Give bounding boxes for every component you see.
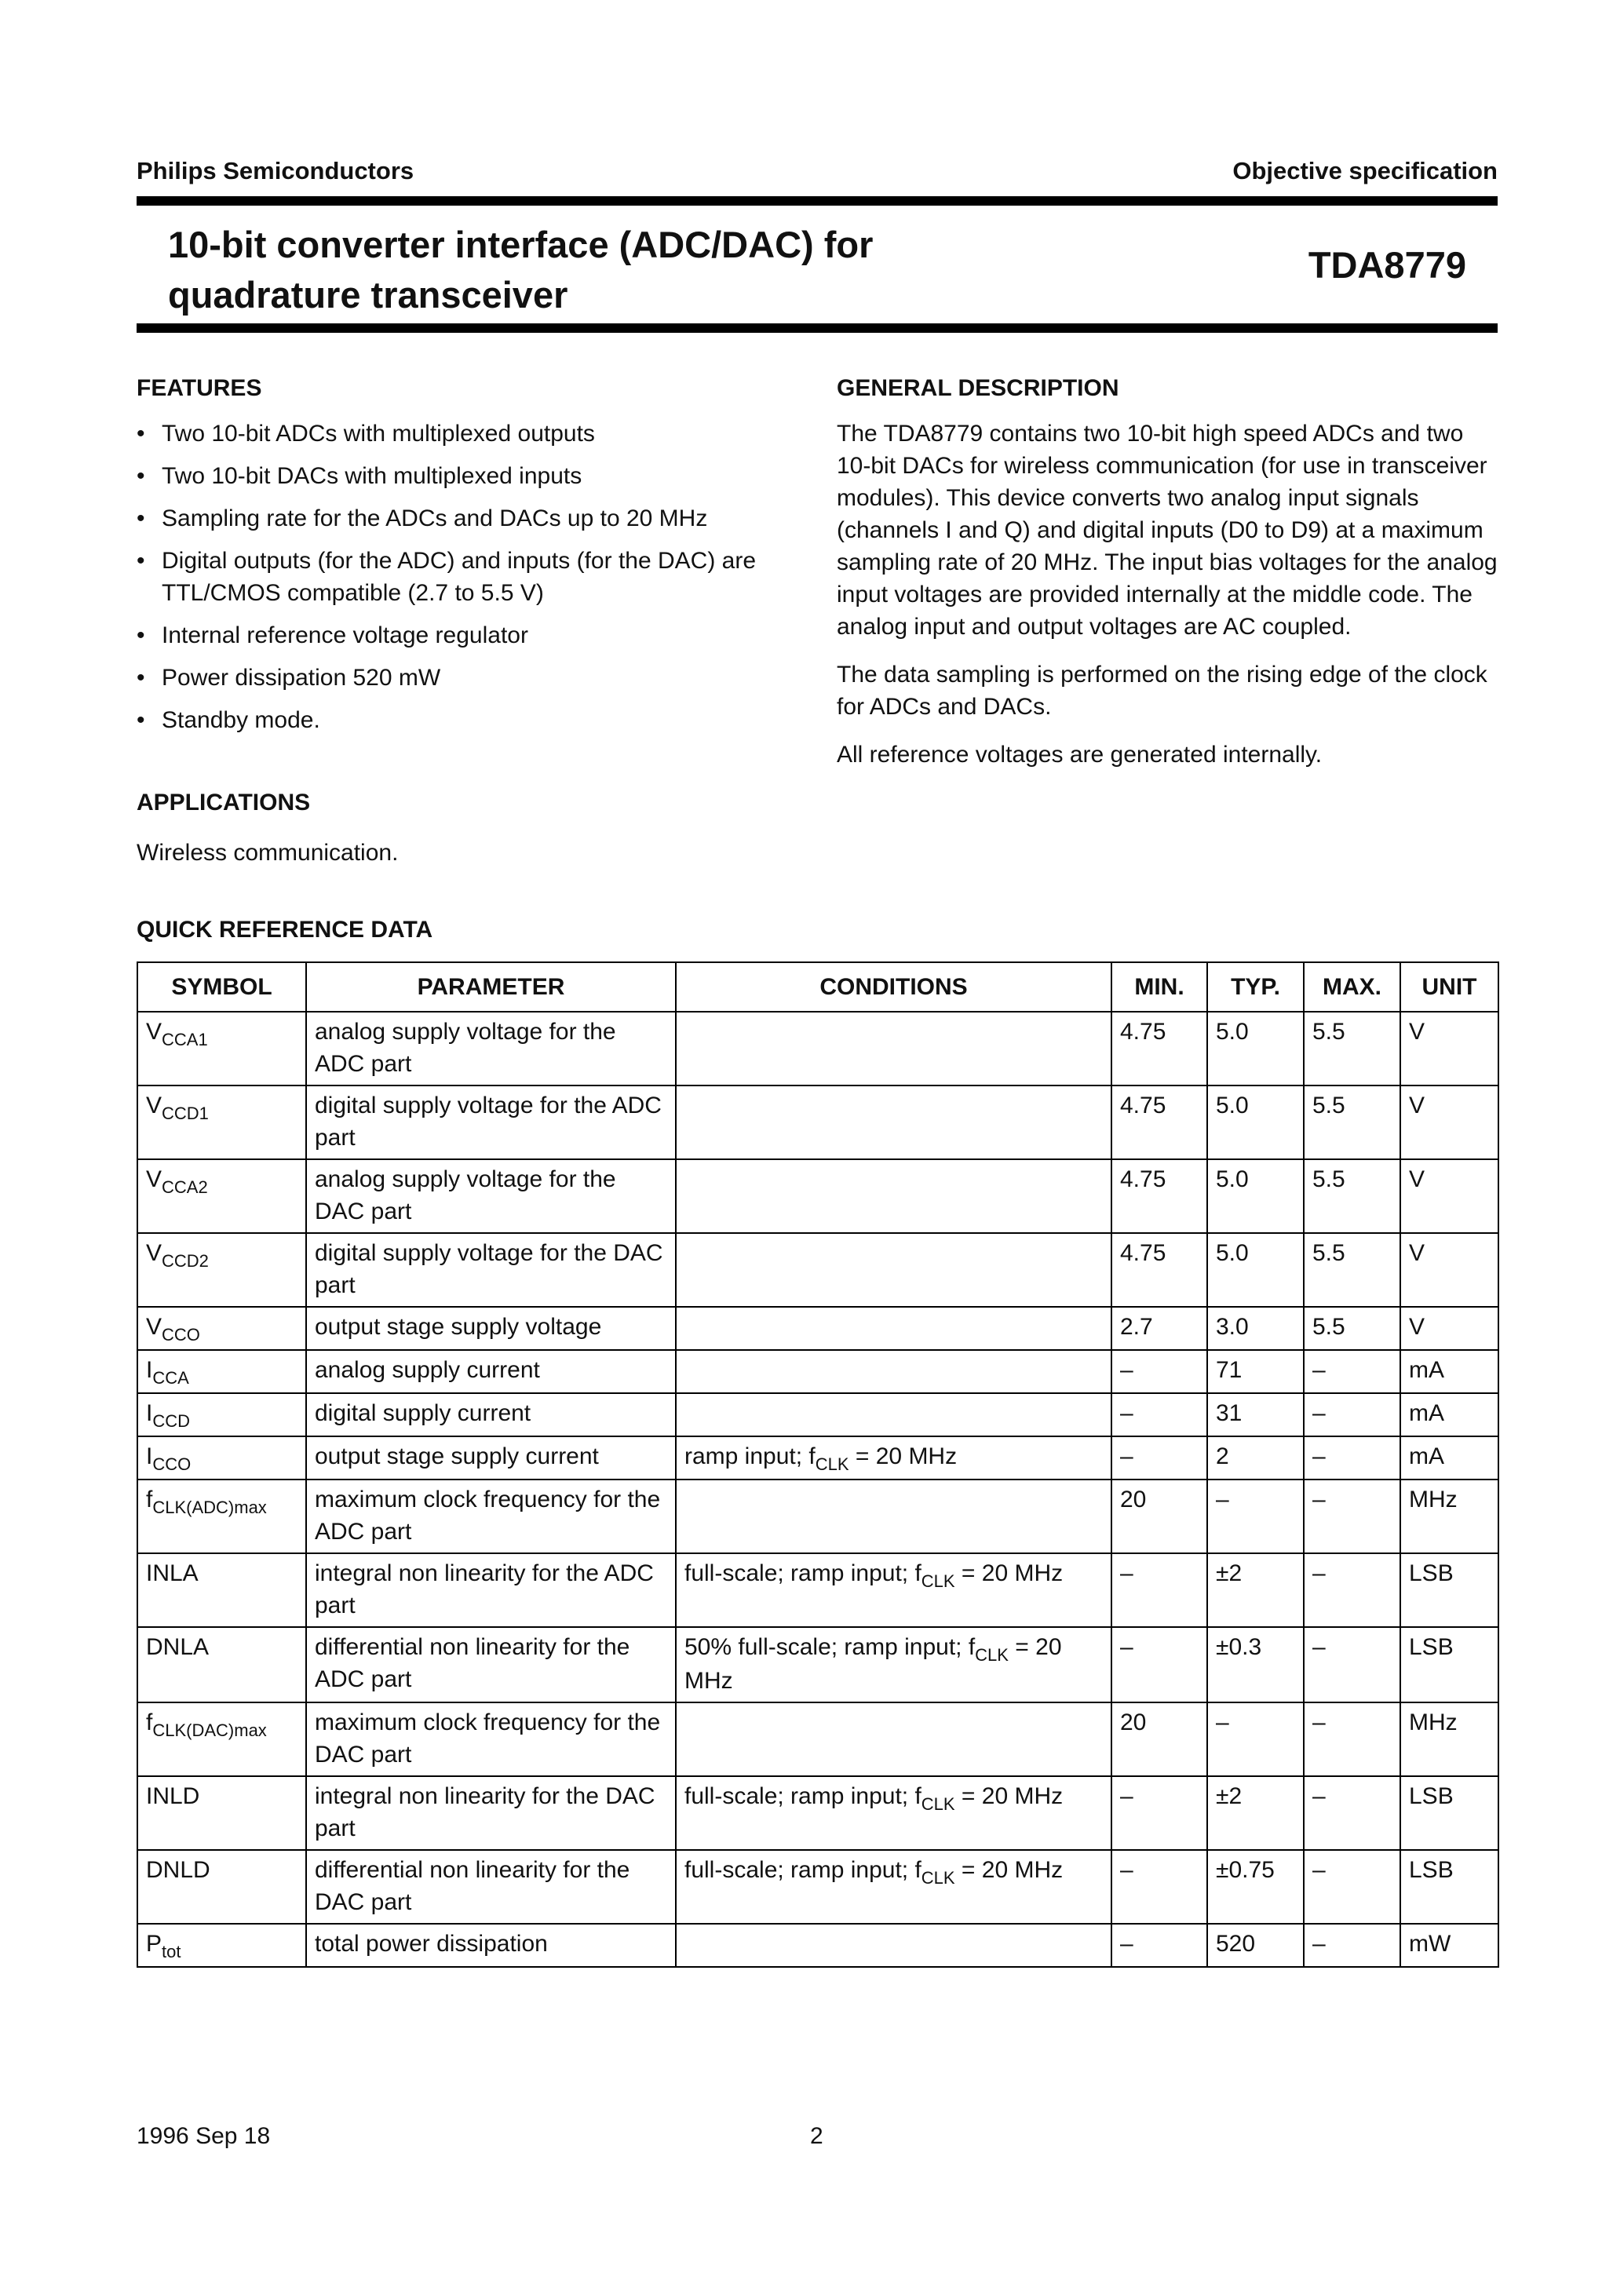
- list-item: [137, 418, 796, 450]
- list-item: [137, 704, 796, 736]
- symbol-main: V: [146, 1019, 162, 1045]
- column-header: UNIT: [1400, 962, 1498, 1012]
- max-cell: –: [1304, 1850, 1400, 1924]
- typ-cell: 520: [1207, 1924, 1304, 1967]
- bullet-icon: •: [137, 548, 145, 574]
- condition-text: full-scale; ramp input; f: [684, 1560, 921, 1586]
- symbol-cell: [137, 1553, 306, 1627]
- symbol-main: I: [146, 1357, 153, 1383]
- min-cell: 4.75: [1111, 1085, 1207, 1159]
- typ-cell: 3.0: [1207, 1307, 1304, 1350]
- general-paragraph-2: The data sampling is performed on the rising edge of the clock for ADCs and DACs.: [837, 662, 1487, 720]
- min-cell: –: [1111, 1850, 1207, 1924]
- conditions-cell: [676, 1085, 1111, 1159]
- typ-cell: 2: [1207, 1436, 1304, 1480]
- condition-text: full-scale; ramp input; f: [684, 1783, 921, 1809]
- table-row: [137, 1627, 1498, 1702]
- typ-cell: 5.0: [1207, 1233, 1304, 1307]
- general-paragraph-3: All reference voltages are generated internally.: [837, 742, 1323, 768]
- parameter-cell: analog supply current: [306, 1350, 676, 1393]
- page-header: [137, 157, 1498, 188]
- parameter-cell: maximum clock frequency for the ADC part: [306, 1480, 676, 1553]
- title-line-2: quadrature transceiver: [168, 274, 568, 316]
- min-cell: –: [1111, 1393, 1207, 1436]
- features-list: [137, 418, 796, 746]
- symbol-main: V: [146, 1314, 162, 1340]
- table-row: [137, 1393, 1498, 1436]
- footer-date: 1996 Sep 18: [137, 2123, 271, 2149]
- applications-heading: APPLICATIONS: [137, 790, 311, 815]
- min-cell: –: [1111, 1553, 1207, 1627]
- conditions-cell: [676, 1159, 1111, 1233]
- parameter-cell: digital supply voltage for the DAC part: [306, 1233, 676, 1307]
- title-rule: [137, 323, 1498, 333]
- parameter-cell: analog supply voltage for the ADC part: [306, 1012, 676, 1085]
- symbol-cell: [137, 1085, 306, 1159]
- max-cell: –: [1304, 1393, 1400, 1436]
- unit-cell: V: [1400, 1012, 1498, 1085]
- max-cell: 5.5: [1304, 1233, 1400, 1307]
- symbol-cell: [137, 1233, 306, 1307]
- symbol-main: DNLA: [146, 1634, 210, 1660]
- feature-text: Sampling rate for the ADCs and DACs up to 20 MHz: [162, 505, 708, 531]
- typ-cell: –: [1207, 1702, 1304, 1776]
- conditions-cell: [676, 1776, 1111, 1850]
- symbol-cell: [137, 1307, 306, 1350]
- condition-tail: = 20 MHz: [954, 1857, 1064, 1883]
- feature-text: Two 10-bit ADCs with multiplexed outputs: [162, 421, 595, 447]
- symbol-subscript: CLK(DAC)max: [152, 1720, 267, 1740]
- conditions-cell: [676, 1924, 1111, 1967]
- company-name: Philips Semiconductors: [137, 157, 414, 184]
- parameter-cell: integral non linearity for the DAC part: [306, 1776, 676, 1850]
- list-item: [137, 619, 796, 651]
- conditions-cell: [676, 1012, 1111, 1085]
- symbol-cell: [137, 1850, 306, 1924]
- symbol-subscript: CCO: [152, 1454, 192, 1474]
- conditions-cell: [676, 1393, 1111, 1436]
- condition-subscript: CLK: [921, 1571, 955, 1591]
- max-cell: –: [1304, 1776, 1400, 1850]
- symbol-main: P: [146, 1931, 162, 1957]
- conditions-cell: [676, 1307, 1111, 1350]
- title-line-1: 10-bit converter interface (ADC/DAC) for: [168, 224, 874, 265]
- applications-text: Wireless communication.: [137, 840, 399, 866]
- table-row: [137, 1233, 1498, 1307]
- feature-text: Power dissipation 520 mW: [162, 665, 441, 691]
- condition-subscript: CLK: [921, 1868, 955, 1888]
- min-cell: 4.75: [1111, 1233, 1207, 1307]
- conditions-cell: [676, 1850, 1111, 1924]
- document-title: [168, 220, 1031, 320]
- column-header: CONDITIONS: [676, 962, 1111, 1012]
- symbol-subscript: CCD2: [162, 1251, 209, 1271]
- feature-text: Two 10-bit DACs with multiplexed inputs: [162, 463, 582, 489]
- symbol-cell: [137, 1776, 306, 1850]
- table-row: [137, 1553, 1498, 1627]
- typ-cell: –: [1207, 1480, 1304, 1553]
- features-heading: FEATURES: [137, 375, 262, 401]
- bullet-icon: •: [137, 463, 145, 489]
- parameter-cell: maximum clock frequency for the DAC part: [306, 1702, 676, 1776]
- quick-reference-heading: QUICK REFERENCE DATA: [137, 917, 433, 943]
- column-header: SYMBOL: [137, 962, 306, 1012]
- symbol-subscript: CCA: [152, 1368, 189, 1388]
- symbol-cell: [137, 1350, 306, 1393]
- parameter-cell: digital supply current: [306, 1393, 676, 1436]
- bullet-icon: •: [137, 421, 145, 447]
- typ-cell: 31: [1207, 1393, 1304, 1436]
- feature-text: Internal reference voltage regulator: [162, 622, 528, 648]
- symbol-cell: [137, 1924, 306, 1967]
- symbol-cell: [137, 1436, 306, 1480]
- table-row: [137, 1480, 1498, 1553]
- list-item: [137, 545, 796, 609]
- condition-tail: = 20 MHz: [684, 1634, 1062, 1694]
- unit-cell: V: [1400, 1085, 1498, 1159]
- symbol-subscript: CCA1: [162, 1030, 208, 1049]
- table-row: [137, 1159, 1498, 1233]
- table-row: [137, 1085, 1498, 1159]
- general-paragraph-1: The TDA8779 contains two 10-bit high speed ADCs and two 10-bit DACs for wireless communication (for use in transceiver modules). This device converts two analog input signals (channels I and Q) and digital inputs (D0 to D9) at a maximum sampling rate of 20 MHz. The input bias voltages for the analog input voltages are provided internally at the middle code. The analog input and output voltages are AC coupled.: [837, 421, 1498, 640]
- unit-cell: V: [1400, 1159, 1498, 1233]
- typ-cell: 71: [1207, 1350, 1304, 1393]
- symbol-cell: [137, 1480, 306, 1553]
- conditions-cell: [676, 1702, 1111, 1776]
- max-cell: –: [1304, 1350, 1400, 1393]
- condition-tail: = 20 MHz: [954, 1560, 1064, 1586]
- unit-cell: LSB: [1400, 1850, 1498, 1924]
- symbol-main: V: [146, 1166, 162, 1192]
- symbol-main: I: [146, 1443, 153, 1469]
- symbol-cell: [137, 1702, 306, 1776]
- bullet-icon: •: [137, 505, 145, 531]
- bullet-icon: •: [137, 707, 145, 733]
- general-description-body: [837, 418, 1498, 786]
- max-cell: –: [1304, 1436, 1400, 1480]
- list-item: [137, 662, 796, 694]
- symbol-main: DNLD: [146, 1857, 210, 1883]
- symbol-main: V: [146, 1093, 162, 1118]
- table-row: [137, 1436, 1498, 1480]
- column-header: TYP.: [1207, 962, 1304, 1012]
- condition-text: full-scale; ramp input; f: [684, 1857, 921, 1883]
- parameter-cell: analog supply voltage for the DAC part: [306, 1159, 676, 1233]
- unit-cell: MHz: [1400, 1702, 1498, 1776]
- symbol-subscript: tot: [162, 1942, 181, 1961]
- bullet-icon: •: [137, 622, 145, 648]
- conditions-cell: [676, 1627, 1111, 1702]
- table-row: [137, 1350, 1498, 1393]
- parameter-cell: output stage supply voltage: [306, 1307, 676, 1350]
- document-type: Objective specification: [1232, 157, 1498, 184]
- max-cell: 5.5: [1304, 1307, 1400, 1350]
- footer-page-number: 2: [810, 2123, 823, 2149]
- unit-cell: V: [1400, 1233, 1498, 1307]
- column-header: PARAMETER: [306, 962, 676, 1012]
- condition-tail: = 20 MHz: [848, 1443, 958, 1469]
- table-row: [137, 1012, 1498, 1085]
- list-item: [137, 502, 796, 535]
- typ-cell: 5.0: [1207, 1159, 1304, 1233]
- typ-cell: ±0.75: [1207, 1850, 1304, 1924]
- parameter-cell: differential non linearity for the DAC part: [306, 1850, 676, 1924]
- symbol-cell: [137, 1159, 306, 1233]
- unit-cell: mA: [1400, 1350, 1498, 1393]
- max-cell: –: [1304, 1553, 1400, 1627]
- min-cell: –: [1111, 1924, 1207, 1967]
- table-row: [137, 1776, 1498, 1850]
- min-cell: 4.75: [1111, 1159, 1207, 1233]
- symbol-cell: [137, 1393, 306, 1436]
- typ-cell: ±2: [1207, 1553, 1304, 1627]
- symbol-subscript: CCA2: [162, 1177, 208, 1197]
- condition-text: 50% full-scale; ramp input; f: [684, 1634, 976, 1660]
- parameter-cell: differential non linearity for the ADC part: [306, 1627, 676, 1702]
- feature-text: Standby mode.: [162, 707, 320, 733]
- table-row: [137, 1702, 1498, 1776]
- max-cell: –: [1304, 1924, 1400, 1967]
- condition-subscript: CLK: [975, 1645, 1009, 1665]
- symbol-subscript: CCD: [152, 1411, 191, 1431]
- conditions-cell: [676, 1553, 1111, 1627]
- parameter-cell: integral non linearity for the ADC part: [306, 1553, 676, 1627]
- symbol-main: INLA: [146, 1560, 199, 1586]
- unit-cell: LSB: [1400, 1627, 1498, 1702]
- symbol-main: V: [146, 1240, 162, 1266]
- unit-cell: LSB: [1400, 1776, 1498, 1850]
- max-cell: 5.5: [1304, 1159, 1400, 1233]
- max-cell: –: [1304, 1627, 1400, 1702]
- table-row: [137, 1924, 1498, 1967]
- conditions-cell: [676, 1350, 1111, 1393]
- table-row: [137, 1850, 1498, 1924]
- condition-subscript: CLK: [815, 1454, 849, 1474]
- condition-subscript: CLK: [921, 1794, 955, 1814]
- unit-cell: mA: [1400, 1393, 1498, 1436]
- column-header: MIN.: [1111, 962, 1207, 1012]
- conditions-cell: [676, 1233, 1111, 1307]
- parameter-cell: output stage supply current: [306, 1436, 676, 1480]
- symbol-subscript: CCO: [162, 1325, 200, 1345]
- table-body: [137, 1012, 1498, 1967]
- typ-cell: 5.0: [1207, 1012, 1304, 1085]
- symbol-subscript: CCD1: [162, 1104, 209, 1123]
- condition-text: ramp input; f: [684, 1443, 816, 1469]
- typ-cell: 5.0: [1207, 1085, 1304, 1159]
- max-cell: 5.5: [1304, 1012, 1400, 1085]
- symbol-main: f: [146, 1487, 153, 1512]
- part-number: TDA8779: [1308, 244, 1466, 286]
- parameter-cell: total power dissipation: [306, 1924, 676, 1967]
- symbol-cell: [137, 1627, 306, 1702]
- list-item: [137, 460, 796, 492]
- unit-cell: mW: [1400, 1924, 1498, 1967]
- typ-cell: ±2: [1207, 1776, 1304, 1850]
- min-cell: –: [1111, 1776, 1207, 1850]
- min-cell: 20: [1111, 1702, 1207, 1776]
- max-cell: –: [1304, 1702, 1400, 1776]
- condition-tail: = 20 MHz: [954, 1783, 1064, 1809]
- symbol-main: I: [146, 1400, 153, 1426]
- min-cell: 2.7: [1111, 1307, 1207, 1350]
- bullet-icon: •: [137, 665, 145, 691]
- unit-cell: LSB: [1400, 1553, 1498, 1627]
- symbol-subscript: CLK(ADC)max: [152, 1498, 267, 1517]
- conditions-cell: [676, 1480, 1111, 1553]
- header-rule: [137, 196, 1498, 206]
- max-cell: 5.5: [1304, 1085, 1400, 1159]
- general-description-heading: GENERAL DESCRIPTION: [837, 375, 1119, 401]
- min-cell: 20: [1111, 1480, 1207, 1553]
- min-cell: –: [1111, 1627, 1207, 1702]
- conditions-cell: [676, 1436, 1111, 1480]
- unit-cell: MHz: [1400, 1480, 1498, 1553]
- table-header-row: [137, 962, 1498, 1012]
- max-cell: –: [1304, 1480, 1400, 1553]
- symbol-main: INLD: [146, 1783, 200, 1809]
- typ-cell: ±0.3: [1207, 1627, 1304, 1702]
- min-cell: –: [1111, 1350, 1207, 1393]
- table-row: [137, 1307, 1498, 1350]
- parameter-cell: digital supply voltage for the ADC part: [306, 1085, 676, 1159]
- column-header: MAX.: [1304, 962, 1400, 1012]
- unit-cell: mA: [1400, 1436, 1498, 1480]
- feature-text: Digital outputs (for the ADC) and inputs (for the DAC) are TTL/CMOS compatible (2.7 to 5.5 V): [162, 548, 757, 606]
- symbol-cell: [137, 1012, 306, 1085]
- unit-cell: V: [1400, 1307, 1498, 1350]
- quick-reference-table: [137, 961, 1499, 1968]
- min-cell: –: [1111, 1436, 1207, 1480]
- min-cell: 4.75: [1111, 1012, 1207, 1085]
- symbol-main: f: [146, 1709, 153, 1735]
